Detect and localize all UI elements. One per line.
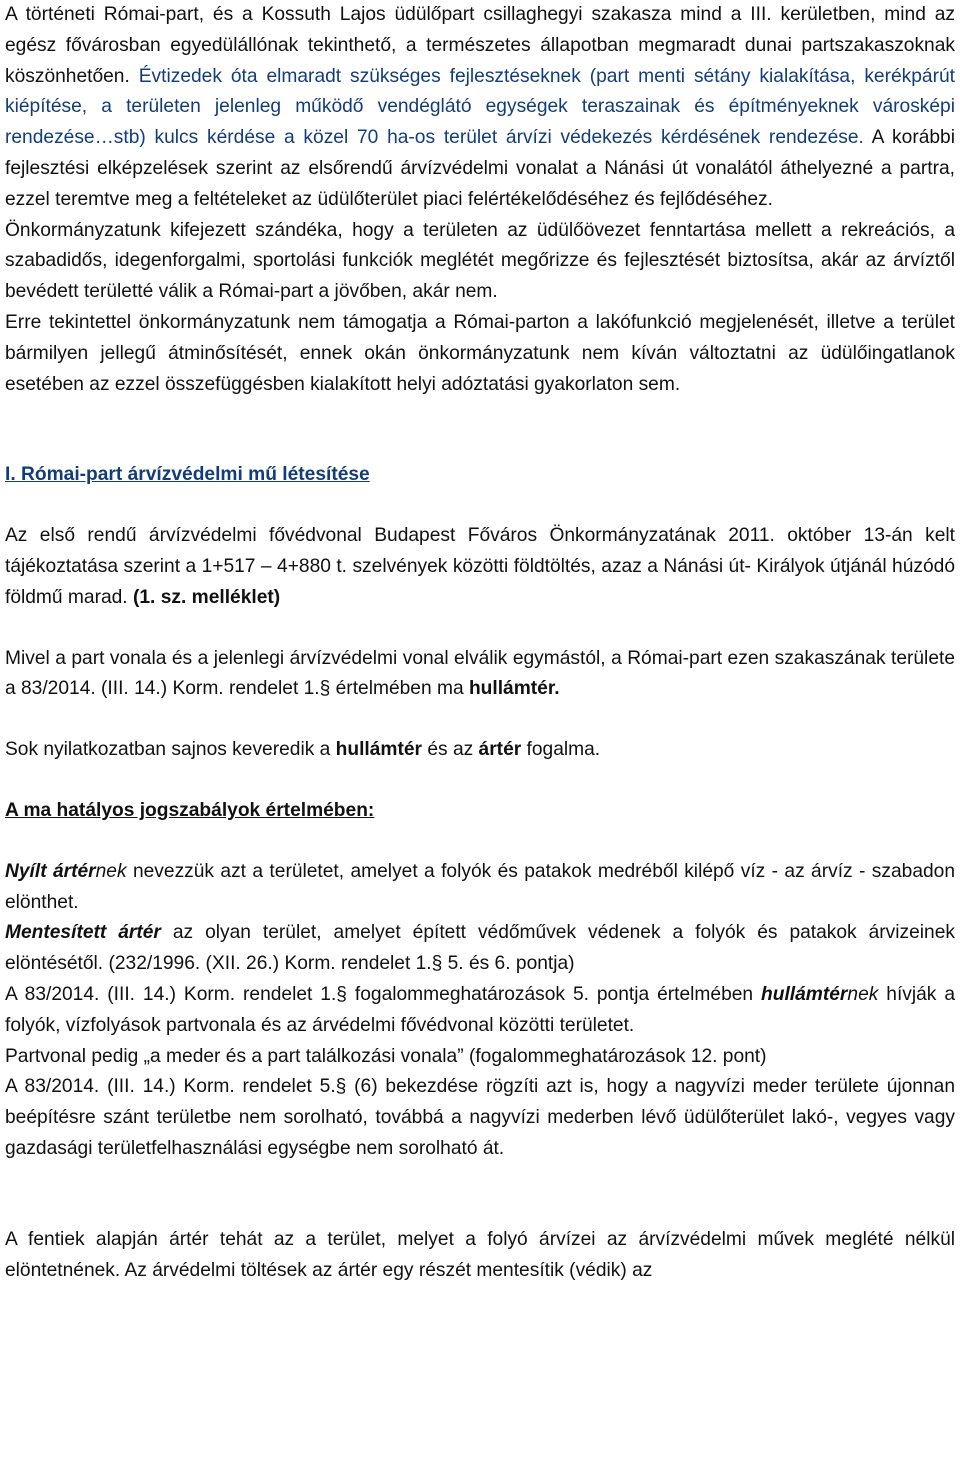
floodline-text: Az első rendű árvízvédelmi fővédvonal Budapest Főváros Önkormányzatának 2011. október 13-án kelt tájékoztatása szerint a 1+517 – 4+880 t. szelvények közötti földtöltés, azaz a Nánási út- Királyok útjánál húzódó földmű marad. — [5, 525, 955, 608]
paragraph-shoreline — [5, 644, 955, 706]
paragraph-conclusion: A fentiek alapján ártér tehát az a terület, melyet a folyó árvízei az árvízvédelmi művek meglété nélkül elöntetnének. Az árvédelmi töltések az ártér egy részét mentesítik (védik) az — [5, 1228, 955, 1281]
term-hullamter: hullámtér — [761, 983, 848, 1005]
document-page — [5, 0, 955, 1286]
term-arter: ártér — [478, 739, 522, 761]
spacer — [5, 400, 955, 460]
definition-floodway — [5, 980, 955, 1042]
subheading-legislation — [5, 796, 955, 827]
section-number: I. — [5, 464, 16, 486]
definition-intro: A 83/2014. (III. 14.) Korm. rendelet 1.§ fogalommeghatározások 5. pontja értelmében — [5, 983, 762, 1005]
spacer — [5, 766, 955, 796]
term-nyilt-arter: Nyílt ártér — [5, 860, 96, 882]
definition-protected-floodplain — [5, 918, 955, 980]
term-hullamter: hullámtér. — [468, 678, 560, 700]
confusion-text-c: és az — [422, 739, 479, 761]
term-suffix: nek — [847, 983, 879, 1005]
attachment-reference: (1. sz. melléklet) — [132, 586, 281, 608]
section-heading — [5, 460, 955, 491]
intro-text-a: A történeti Római-part, és a Kossuth Lajos üdülőpart csillaghegyi szakasza mind a III. kerületben, mind az egész fővárosban egyedülállónak tekinthető, a természetes állapotban megmaradt dunai partszakaszoknak köszönhetően. — [5, 4, 955, 87]
shoreline-text: Mivel a part vonala és a jelenlegi árvízvédelmi vonal elválik egymástól, a Római-part ezen szakaszának területe a 83/2014. (III. 14.) Korm. rendelet 1.§ értelmében ma — [5, 647, 955, 700]
paragraph-position: Erre tekintettel önkormányzatunk nem támogatja a Római-parton a lakófunkció megjelenését, illetve a terület bármilyen jellegű átminősítését, ennek okán önkormányzatunk nem kíván változtatni az üdülőingatlanok esetében az ezzel összefüggésben kialakított helyi adóztatási gyakorlaton sem. — [5, 311, 955, 395]
spacer — [5, 491, 955, 521]
confusion-text-e: fogalma. — [521, 739, 601, 761]
paragraph-floodline — [5, 521, 955, 613]
spacer — [5, 705, 955, 735]
confusion-text-a: Sok nyilatkozatban sajnos keveredik a — [5, 739, 336, 761]
definition-text: nevezzük azt a területet, amelyet a folyók és patakok medréből kilépő víz - az árvíz - szabadon elönthet. — [5, 860, 956, 913]
intro-text-b: Évtizedek óta elmaradt szükséges fejlesztéseknek (part menti sétány kialakítása, kerékpárút kiépítése, a területen jelenleg működő vendéglátó egységek teraszainak és építményeknek városképi rendezése…stb) kulcs kérdése a közel 70 ha-os terület árvízi védekezés kérdésének rendezése. — [5, 65, 955, 149]
intro-text-c: A korábbi fejlesztési elképzelések szerint az elsőrendű árvízvédelmi vonalat a Nánási út vonalától áthelyezné a partra, ezzel teremtve meg a feltételeket az üdülőterület piaci felértékelődéséhez és fejlődéséhez. — [5, 127, 955, 210]
subheading-text: A ma hatályos jogszabályok értelmében: — [5, 799, 375, 821]
definition-shoreline: Partvonal pedig „a meder és a part találkozási vonala” (fogalommeghatározások 12. pont) — [5, 1045, 767, 1067]
term-mentesitett-arter: Mentesített ártér — [5, 922, 161, 944]
spacer — [5, 1165, 955, 1225]
term-suffix: nek — [95, 860, 127, 882]
definition-open-floodplain — [5, 857, 955, 919]
spacer — [5, 614, 955, 644]
section-title: Római-part árvízvédelmi mű létesítése — [21, 464, 370, 486]
definition-text: az olyan terület, amelyet épített védőművek védenek a folyók és patakok árvizeinek elöntésétől. (232/1996. (XII. 26.) Korm. rendelet 1.§ 5. és 6. pontja) — [5, 922, 955, 975]
regulation-riverbed: A 83/2014. (III. 14.) Korm. rendelet 5.§ (6) bekezdése rögzíti azt is, hogy a nagyvízi meder területe újonnan beépítésre szánt területbe nem sorolható, továbbá a nagyvízi mederben lévő üdülőterület lakó-, vegyes vagy gazdasági területfelhasználási egységbe nem sorolható át. — [5, 1076, 955, 1159]
paragraph-intent: Önkormányzatunk kifejezett szándéka, hogy a területen az üdülőövezet fenntartása mellett a rekreációs, a szabadidős, idegenforgalmi, sportolási funkciók meglétét megőrizze és fejlesztését biztosítsa, akár az árvíztől bevédett területté válik a Római-part a jövőben, akár nem. — [5, 219, 955, 303]
paragraph-confusion — [5, 735, 955, 766]
definition-text: hívják a folyók, vízfolyások partvonala és az árvédelmi fővédvonal közötti területet. — [5, 983, 955, 1036]
paragraph-intro — [5, 0, 955, 216]
spacer — [5, 827, 955, 857]
term-hullamter: hullámtér — [335, 739, 423, 761]
